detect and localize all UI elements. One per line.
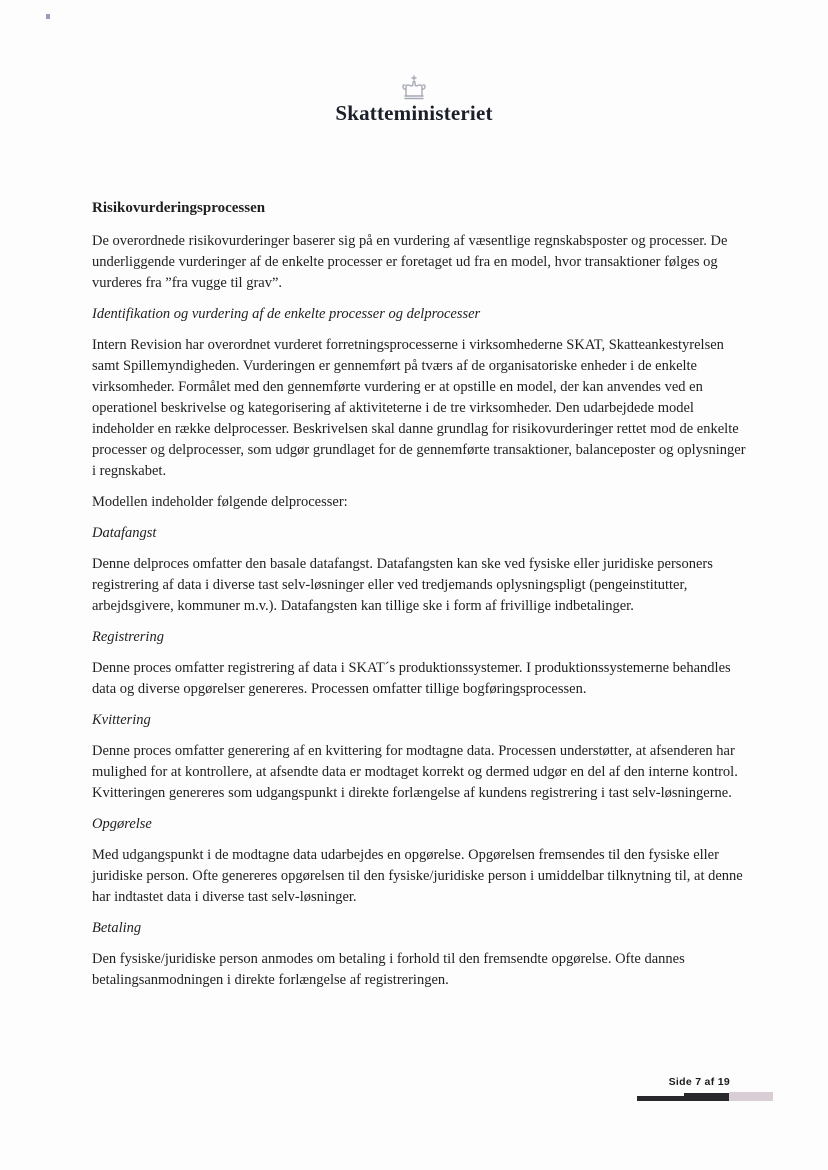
section-heading: Risikovurderingsprocessen xyxy=(92,200,266,216)
subheading-betaling: Betaling xyxy=(92,920,142,936)
footer-bar-light xyxy=(729,1092,773,1101)
document-header xyxy=(0,74,828,126)
paragraph-datafangst: Denne delproces omfatter den basale datafangst. Datafangsten kan ske ved fysiske eller juridiske personers registrering af data i diverse tast selv-løsninger eller ved tredjemands oplysningspligt (pengeinstitutter, arbejdsgivere, kommuner m.v.). Datafangsten kan tillige ske i form af frivillige indbetalinger. xyxy=(92,556,713,614)
subheading-datafangst: Datafangst xyxy=(92,525,157,541)
page-number-label: Side 7 af 19 xyxy=(668,1076,730,1088)
main-paragraph: Intern Revision har overordnet vurderet forretningsprocesserne i virksomhederne SKAT, Skatteankestyrelsen samt Spillemyndigheden. Vurderingen er gennemført på tværs af de organisatoriske enheder i de enkelte virksomheder. Formålet med den gennemførte vurdering er at opstille en model, der kan anvendes ved en operationel beskrivelse og kategorisering af aktiviteterne i de tre virksomheder. Den udarbejdede model indeholder en række delprocesser. Beskrivelsen skal danne grundlag for risikovurderinger rettet mod de enkelte processer og delprocesser, som udgør grundlaget for de gennemførte transaktioner, balanceposter og oplysninger i regnskabet. xyxy=(92,337,746,479)
footer-bar-dark-left xyxy=(637,1096,684,1101)
crown-icon xyxy=(396,74,432,100)
subheading-registrering: Registrering xyxy=(92,629,164,645)
subheading-identifikation: Identifikation og vurdering af de enkelte processer og delprocesser xyxy=(92,306,481,322)
subheading-opgoerelse: Opgørelse xyxy=(92,816,152,832)
scan-artifact-mark xyxy=(46,14,50,19)
paragraph-registrering: Denne proces omfatter registrering af data i SKAT´s produktionssystemer. I produktionssystemerne behandles data og diverse opgørelser genereres. Processen omfatter tillige bogføringsprocessen. xyxy=(92,660,731,697)
footer-bar-dark-right xyxy=(684,1093,729,1101)
list-intro-paragraph: Modellen indeholder følgende delprocesser: xyxy=(92,494,348,510)
document-body xyxy=(92,198,748,1001)
intro-paragraph: De overordnede risikovurderinger baserer sig på en vurdering af væsentlige regnskabsposter og processer. De underliggende vurderinger af de enkelte processer er foretaget ud fra en model, hvor transaktioner følges og vurderes fra ”fra vugge til grav”. xyxy=(92,233,728,291)
paragraph-opgoerelse: Med udgangspunkt i de modtagne data udarbejdes en opgørelse. Opgørelsen fremsendes til den fysiske eller juridiske person. Ofte genereres opgørelsen til den fysiske/juridiske person i umiddelbar tilknytning til, at denne har indtastet data i diverse tast selv-løsninger. xyxy=(92,847,743,905)
paragraph-kvittering: Denne proces omfatter generering af en kvittering for modtagne data. Processen understøtter, at afsenderen har mulighed for at kontrollere, at afsendte data er modtaget korrekt og dermed udgør en del af den interne kontrol. Kvitteringen genereres som udgangspunkt i direkte forlængelse af kundens registrering i tast selv-løsningerne. xyxy=(92,743,738,801)
paragraph-betaling: Den fysiske/juridiske person anmodes om betaling i forhold til den fremsendte opgørelse. Ofte dannes betalingsanmodningen i direkte forlængelse af registreringen. xyxy=(92,951,685,988)
subheading-kvittering: Kvittering xyxy=(92,712,151,728)
ministry-title: Skatteministeriet xyxy=(335,101,493,125)
